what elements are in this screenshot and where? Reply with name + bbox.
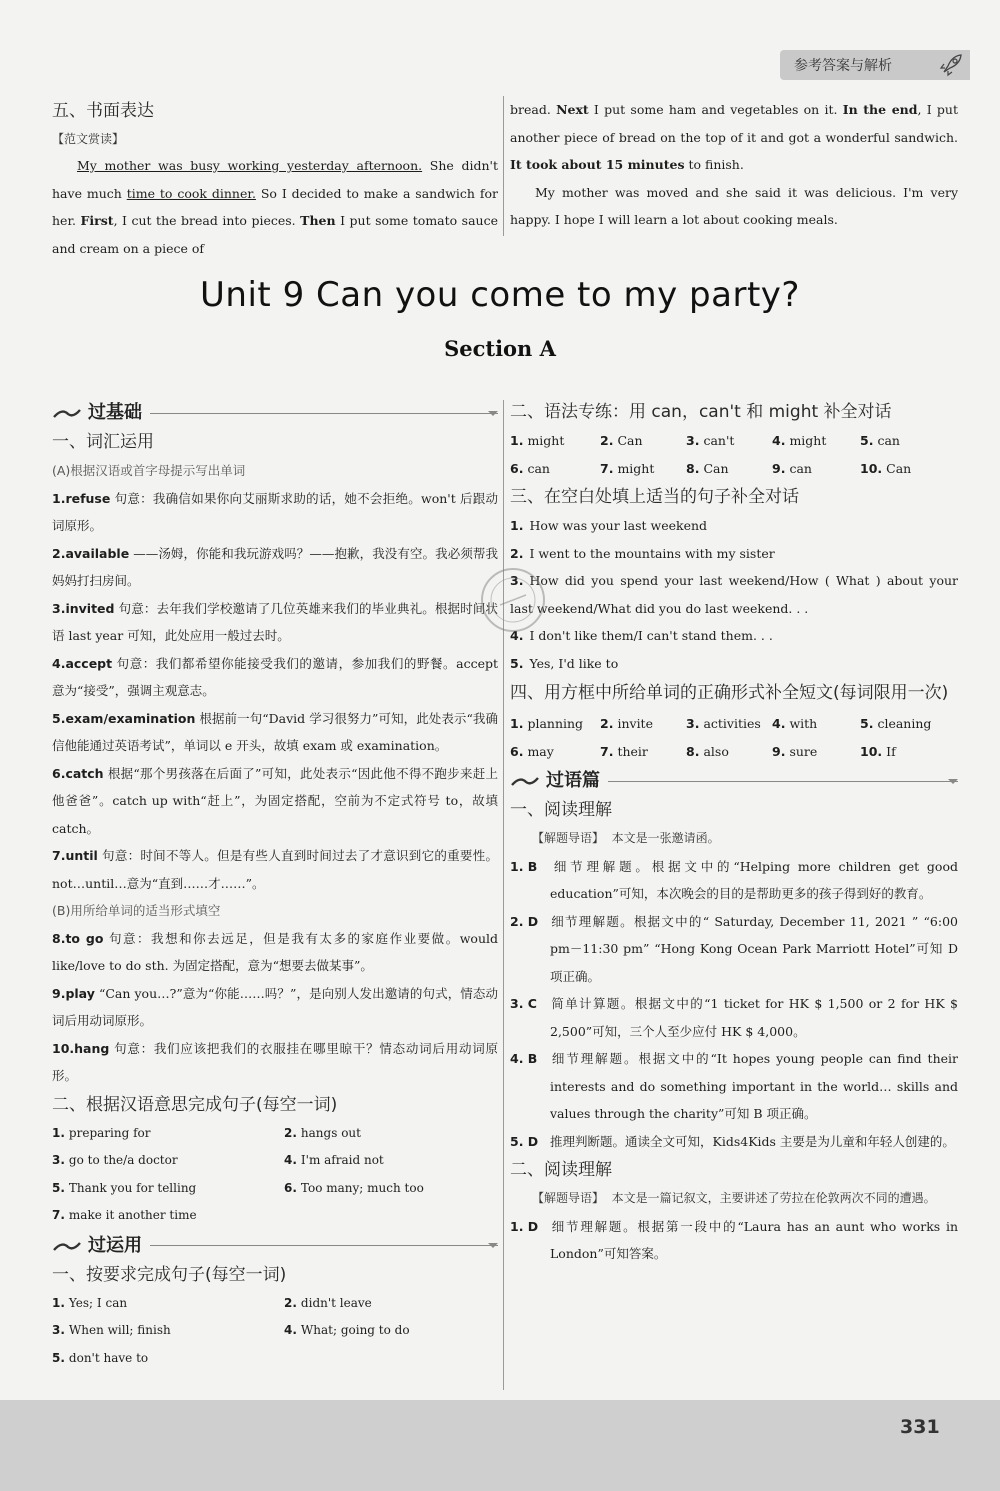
item-number: 3. C: [510, 996, 537, 1011]
plain-text: , I put another piece of bread on the top of it and got a wonderful sandwich.: [510, 102, 959, 145]
answer-cell: [860, 455, 948, 483]
explanation: 句意：我们都希望你能接受我们的邀请，参加我们的野餐。accept 意为“接受”，强调主观意志。: [52, 655, 498, 698]
answer-cell: [686, 455, 772, 483]
answer-cell: [686, 427, 772, 455]
swoosh-icon: [510, 774, 540, 788]
left-column: [52, 397, 498, 1372]
band-basic-label: 过基础: [88, 402, 142, 424]
answer-cell: [772, 427, 860, 455]
answer-word: to go: [65, 930, 104, 946]
item-number: 6.: [52, 765, 66, 781]
guide-tag: 【解题导语】: [532, 831, 605, 845]
item-number: 4.: [510, 628, 524, 643]
reading1-title: 一、阅读理解: [510, 800, 612, 820]
plain-text: I put some ham and vegetables on it.: [588, 102, 843, 117]
answer-text: What; going to do: [300, 1323, 410, 1337]
underlined-text: time to cook dinner.: [126, 185, 256, 201]
answer-cell: [52, 1202, 284, 1230]
bold-text: In the end: [842, 102, 918, 117]
requirement-answers: [52, 1290, 498, 1373]
answer-cell: [52, 1147, 284, 1175]
writing-title: 五、书面表达: [52, 101, 154, 121]
item-number: 8.: [52, 930, 66, 946]
footer-band: [0, 1400, 1000, 1491]
explanation: 简单计算题。根据文中的“1 ticket for HK $ 1,500 or 2 for HK $ 2,500”可知，三个人至少应付 HK $ 4,000。: [550, 996, 958, 1039]
vocab-item: [52, 842, 498, 897]
unit-title: Unit 9 Can you come to my party?: [200, 275, 800, 315]
item-number: 3.: [52, 600, 66, 616]
writing-paragraph-right: [510, 96, 958, 179]
item-number: 5.: [52, 1350, 65, 1365]
item-number: 5.: [52, 710, 66, 726]
answer-word: play: [65, 985, 95, 1001]
vocab-item: [52, 980, 498, 1035]
writing-paragraph-right-2: My mother was moved and she said it was delicious. I'm very happy. I hope I will learn a lot about cooking meals.: [510, 184, 958, 227]
answer-text: might: [527, 433, 565, 448]
vocab-item: [52, 760, 498, 843]
answer-cell: [510, 455, 600, 483]
vocab-part-b-label: (B)用所给单词的适当形式填空: [52, 903, 221, 918]
answer-text: How did you spend your last weekend/How ( What ) about your last weekend/What did you do last weekend. . .: [510, 573, 958, 616]
answer-word: accept: [65, 655, 113, 671]
answer-text: activities: [703, 716, 761, 731]
band-discourse: [510, 767, 958, 795]
answer-text: invite: [617, 716, 653, 731]
guide-text: 本文是一篇记叙文，主要讲述了劳拉在伦敦两次不同的遭遇。: [611, 1191, 936, 1205]
header-badge-text: 参考答案与解析: [794, 58, 892, 74]
swoosh-icon: [52, 406, 82, 420]
item-number: 1.: [510, 716, 524, 731]
item-number: 3.: [686, 433, 700, 448]
item-number: 2.: [284, 1125, 297, 1140]
reading2-title: 二、阅读理解: [510, 1160, 612, 1180]
answer-text: Yes; I can: [68, 1295, 128, 1310]
answer-text: I went to the mountains with my sister: [529, 545, 775, 561]
item-number: 6.: [284, 1180, 297, 1195]
answer-text: cleaning: [877, 716, 932, 731]
vocab-title: 一、词汇运用: [52, 432, 154, 452]
explanation: 细节理解题。根据文中的“ Saturday, December 11, 2021 ” “6:00 pm－11:30 pm” “Hong Kong Ocean Park Marriott Hotel”可知 D 项正确。: [550, 913, 958, 984]
answer-text: I'm afraid not: [300, 1153, 384, 1167]
grammar-answers: [510, 427, 958, 482]
explanation: 根据前一句“David 学习很努力”可知，此处表示“我确信他能通过英语考试”，单词以 e 开头，故填 exam 或 examination。: [52, 710, 498, 753]
reading1-item: [510, 1045, 958, 1128]
item-number: 1.: [52, 1125, 65, 1140]
grammar-title: 二、语法专练：用 can，can't 和 might 补全对话: [510, 402, 892, 422]
answer-cell: [860, 427, 948, 455]
plain-text: bread.: [510, 102, 557, 117]
item-number: 4.: [284, 1323, 297, 1337]
answer-cell: [600, 427, 686, 455]
answer-cell: [510, 710, 600, 738]
answer-text: make it another time: [68, 1208, 197, 1222]
item-number: 5.: [860, 433, 874, 448]
answer-cell: [284, 1147, 498, 1175]
answer-text: preparing for: [68, 1125, 151, 1140]
answer-cell: [600, 738, 686, 766]
item-number: 1.: [52, 490, 66, 506]
answer-text: go to the/a doctor: [68, 1153, 178, 1167]
answer-cell: [510, 427, 600, 455]
vocab-item: [52, 1035, 498, 1090]
answer-cell: [52, 1317, 284, 1345]
complete-answers: [52, 1120, 498, 1230]
item-number: 8.: [686, 460, 700, 476]
underlined-text: My mother was busy working yesterday afternoon.: [77, 158, 423, 173]
item-number: 5.: [52, 1180, 65, 1195]
item-number: 4.: [52, 655, 66, 671]
item-number: 2. D: [510, 913, 539, 929]
answer-text: their: [617, 743, 648, 759]
answer-text: can: [527, 460, 550, 476]
item-number: 2.: [284, 1295, 297, 1310]
section-title: Section A: [444, 336, 556, 361]
band-discourse-label: 过语篇: [546, 770, 600, 792]
answer-word: invited: [65, 600, 115, 616]
answer-cell: [52, 1120, 284, 1148]
answer-text: Can: [703, 460, 729, 476]
answer-text: Can: [886, 460, 912, 476]
answer-cell: [686, 710, 772, 738]
bold-text: Then: [300, 213, 336, 228]
explanation: ——汤姆，你能和我玩游戏吗？——抱歉，我没有空。我必须帮我妈妈打扫房间。: [52, 545, 498, 588]
writing-left: [52, 96, 498, 262]
answer-text: don't have to: [68, 1350, 149, 1365]
vocab-item: [52, 705, 498, 760]
item-number: 5.: [510, 655, 524, 671]
answer-text: Thank you for telling: [68, 1180, 197, 1195]
complete-title: 二、根据汉语意思完成句子(每空一词): [52, 1094, 338, 1115]
answer-text: can't: [703, 433, 735, 448]
item-number: 9.: [772, 743, 786, 759]
writing-tag: 【范文赏读】: [52, 132, 125, 146]
item-number: 5.: [860, 716, 874, 731]
item-number: 8.: [686, 743, 700, 759]
answer-text: might: [617, 460, 655, 476]
item-number: 3.: [52, 1323, 65, 1337]
item-number: 2.: [510, 545, 524, 561]
bold-text: First: [80, 213, 114, 228]
band-rule: [150, 1245, 498, 1246]
item-number: 3.: [686, 716, 700, 731]
vocab-part-a-label: (A)根据汉语或首字母提示写出单词: [52, 463, 246, 478]
item-number: 4.: [284, 1153, 297, 1167]
item-number: 1.: [52, 1295, 65, 1310]
item-number: 9.: [772, 460, 786, 476]
answer-text: If: [886, 743, 896, 759]
answer-text: can: [877, 433, 900, 448]
bold-text: Next: [556, 102, 589, 117]
page-number: 331: [900, 1416, 940, 1438]
vocab-item: [52, 540, 498, 595]
rocket-icon: [938, 52, 964, 78]
answer-text: with: [789, 716, 818, 731]
answer-text: may: [527, 743, 554, 759]
answer-cell: [284, 1175, 498, 1203]
explanation: 句意：时间不等人。但是有些人直到时间过去了才意识到它的重要性。not…until…意为“直到……才……”。: [52, 848, 498, 891]
item-number: 1.: [510, 518, 524, 533]
item-number: 4.: [772, 716, 786, 731]
explanation: 根据“那个男孩落在后面了”可知，此处表示“因此他不得不跑步来赶上他爸爸”。catch up with“赶上”，为固定搭配，空前为不定式符号 to，故填 catch。: [52, 765, 498, 836]
answer-text: I don't like them/I can't stand them. . .: [529, 628, 773, 643]
answer-word: refuse: [65, 490, 111, 506]
answer-cell: [772, 710, 860, 738]
box-title: 四、用方框中所给单词的正确形式补全短文(每词限用一次): [510, 683, 949, 703]
stamp-icon: [478, 565, 548, 635]
answer-cell: [772, 455, 860, 483]
answer-text: also: [703, 743, 729, 759]
answer-cell: [600, 710, 686, 738]
answer-cell: [52, 1175, 284, 1203]
plain-text: She didn't have much: [52, 158, 498, 201]
answer-text: How was your last weekend: [529, 518, 708, 533]
answer-cell: [510, 738, 600, 766]
answer-cell: [860, 738, 948, 766]
explanation: “Can you…?”意为“你能……吗？”，是向别人发出邀请的句式，情态动词后用动词原形。: [52, 985, 498, 1028]
answer-word: hang: [74, 1040, 110, 1056]
answer-cell: [686, 738, 772, 766]
explanation: 推理判断题。通读全文可知，Kids4Kids 主要是为儿童和年轻人创建的。: [550, 1133, 955, 1149]
item-number: 10.: [860, 460, 883, 476]
item-number: 2.: [600, 716, 614, 731]
explanation: 细节理解题。根据文中的“Helping more children get good education”可知，本次晚会的目的是帮助更多的孩子得到好的教育。: [550, 858, 958, 901]
item-number: 7.: [600, 460, 614, 476]
answer-word: available: [65, 545, 130, 561]
answer-cell: [52, 1345, 284, 1373]
answer-text: might: [789, 433, 827, 448]
explanation: 细节理解题。根据文中的“It hopes young people can find their interests and do something important in the world… skills and values through the charity”可知 B 项正确。: [550, 1051, 958, 1121]
item-number: 1.: [510, 433, 524, 448]
explanation: 句意：我想和你去远足，但是我有太多的家庭作业要做。would like/love to do sth. 为固定搭配，意为“想要去做某事”。: [52, 930, 498, 973]
item-number: 10.: [860, 743, 883, 759]
item-number: 3.: [510, 573, 524, 588]
answer-cell: [860, 710, 948, 738]
writing-paragraph-left: [52, 152, 498, 262]
dialog-item: [510, 567, 958, 622]
answer-text: planning: [527, 716, 584, 731]
answer-text: hangs out: [300, 1125, 361, 1140]
dialog-item: [510, 650, 958, 678]
answer-text: Yes, I'd like to: [529, 655, 619, 671]
main-column-divider: [503, 400, 504, 1390]
vocab-item: [52, 485, 498, 540]
answer-cell: [772, 738, 860, 766]
explanation: 句意：我确信如果你向艾丽斯求助的话，她不会拒绝。won't 后跟动词原形。: [52, 490, 498, 533]
answer-cell: [600, 455, 686, 483]
answer-word: catch: [65, 765, 104, 781]
answer-text: When will; finish: [68, 1323, 171, 1337]
dialog-item: [510, 622, 958, 650]
item-number: 6.: [510, 743, 524, 759]
reading1-item: [510, 908, 958, 991]
answer-word: until: [65, 848, 98, 863]
band-rule: [150, 413, 498, 414]
box-answers: [510, 710, 958, 765]
answer-text: sure: [789, 743, 818, 759]
guide-text: 本文是一张邀请函。: [611, 831, 720, 845]
item-number: 1. B: [510, 858, 538, 874]
writing-right: [510, 96, 958, 234]
item-number: 4. B: [510, 1051, 538, 1066]
vocab-item: [52, 595, 498, 650]
right-column: [510, 397, 958, 1268]
item-number: 9.: [52, 985, 66, 1001]
answer-cell: [284, 1317, 498, 1345]
answer-cell: [284, 1120, 498, 1148]
dialog-title: 三、在空白处填上适当的句子补全对话: [510, 487, 799, 507]
item-number: 4.: [772, 433, 786, 448]
item-number: 10.: [52, 1040, 75, 1056]
dialog-item: [510, 540, 958, 568]
top-column-divider: [503, 96, 504, 236]
item-number: 7.: [600, 743, 614, 759]
reading2-guide: [510, 1185, 958, 1213]
answer-cell: [284, 1290, 498, 1318]
answer-text: can: [789, 460, 812, 476]
band-application-label: 过运用: [88, 1234, 142, 1256]
answer-text: Too many; much too: [300, 1180, 424, 1195]
band-basic: [52, 399, 498, 427]
vocab-item: [52, 925, 498, 980]
vocab-item: [52, 650, 498, 705]
plain-text: I put some tomato sauce and cream on a piece of: [52, 213, 499, 256]
reading1-item: [510, 990, 958, 1045]
plain-text: to finish.: [684, 157, 744, 172]
item-number: 6.: [510, 460, 524, 476]
answer-text: Can: [617, 433, 643, 448]
item-number: 5. D: [510, 1133, 539, 1149]
requirement-title: 一、按要求完成句子(每空一词): [52, 1264, 287, 1285]
bold-text: It took about 15 minutes: [510, 157, 685, 172]
explanation: 句意：我们应该把我们的衣服挂在哪里晾干？情态动词后用动词原形。: [52, 1040, 498, 1083]
explanation: 细节理解题。根据第一段中的“Laura has an aunt who works in London”可知答案。: [550, 1218, 958, 1261]
answer-text: didn't leave: [300, 1295, 372, 1310]
guide-tag: 【解题导语】: [532, 1191, 605, 1205]
answer-word: exam/examination: [65, 710, 196, 726]
reading2-item: [510, 1213, 958, 1268]
item-number: 7.: [52, 848, 66, 863]
item-number: 3.: [52, 1153, 65, 1167]
band-application: [52, 1232, 498, 1260]
explanation: 句意：去年我们学校邀请了几位英雄来我们的毕业典礼。根据时间状语 last year 可知，此处应用一般过去时。: [52, 600, 498, 643]
plain-text: , I cut the bread into pieces.: [113, 213, 301, 228]
answer-cell: [52, 1290, 284, 1318]
band-rule: [608, 781, 958, 782]
swoosh-icon: [52, 1239, 82, 1253]
header-badge: [780, 50, 970, 80]
plain-text: So I decided to make a sandwich for her.: [52, 185, 498, 228]
reading1-item: [510, 1128, 958, 1156]
dialog-item: [510, 512, 958, 540]
item-number: 2.: [52, 545, 66, 561]
reading1-guide: [510, 825, 958, 853]
item-number: 2.: [600, 433, 614, 448]
item-number: 1. D: [510, 1218, 539, 1234]
item-number: 7.: [52, 1208, 65, 1222]
reading1-item: [510, 853, 958, 908]
